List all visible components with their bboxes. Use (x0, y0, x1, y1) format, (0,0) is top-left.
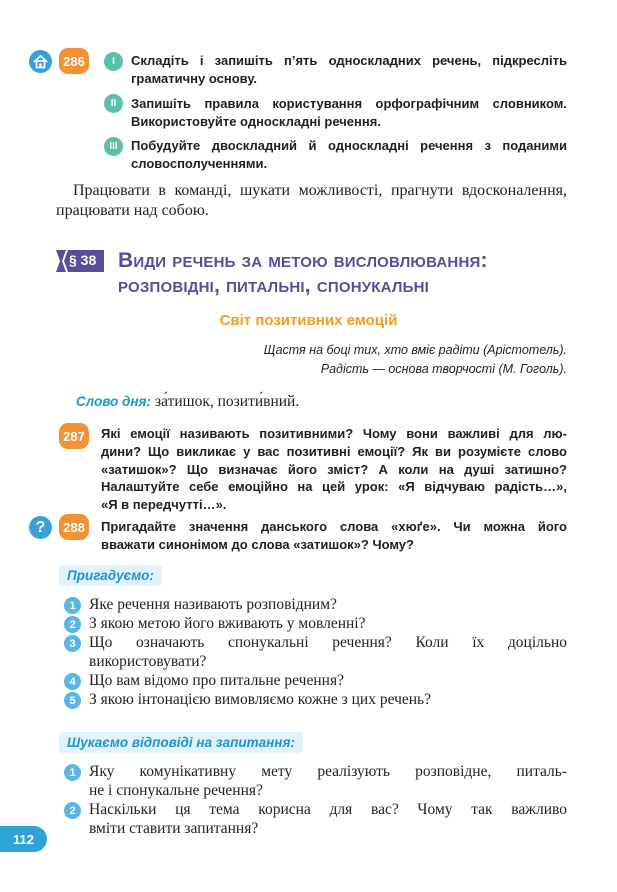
section-badge-text: § 38 (69, 252, 97, 268)
exercise-number-287: 287 (59, 423, 89, 449)
recall-question-4: Що вам відомо про питальне речення? (89, 672, 344, 689)
recall-question-5: З якою інтонацією вимовляємо кожне з цих речень? (89, 691, 431, 708)
exercise-287-line-3: «затишок»? Що визначає його зміст? А коли на душі затишно? (101, 462, 567, 477)
recall-number-4: 4 (64, 673, 81, 690)
answer-question-2-line-2: вміти ставити запитання? (89, 820, 259, 837)
epigraph-2: Радість — основа творчості (М. Гоголь). (320, 362, 567, 376)
phrases-text: Працювати в команді, шукати можливості, прагнути вдосконалення, працювати над собою. (56, 182, 567, 219)
task-text-3: Побудуйте двоскладний й односкладні речення з поданими словосполученнями. (131, 138, 567, 171)
answer-question-1-line-2: не і спонукальне речення? (89, 782, 263, 799)
exercise-287-line-4: Налаштуйте себе емоційно на цей урок: «Я відчуваю радість…», (101, 479, 567, 494)
recall-question-2: З якою метою його вживають у мовленні? (89, 615, 366, 632)
recall-number-5: 5 (64, 692, 81, 709)
recall-question-3-line-1: Що означають спонукальні речення? Коли їх доцільно (89, 634, 567, 651)
task-text-1: Складіть і запишіть п’ять односкладних речень, підкресліть граматичну основу. (131, 53, 567, 86)
recall-label: Пригадуємо: (59, 565, 162, 586)
page-number: 112 (0, 826, 47, 852)
house-icon (29, 50, 52, 73)
word-of-day (76, 393, 299, 411)
word-of-day-label: Слово дня: (76, 394, 151, 409)
task-roman-1: I (104, 52, 123, 71)
answer-number-2: 2 (64, 802, 81, 819)
answer-question-1-line-1: Яку комунікативну мету реалізують розповідне, питаль- (89, 763, 567, 780)
exercise-287-line-2: дини? Що викликає у вас позитивні емоції? Як ви розумієте слово (101, 444, 567, 459)
task-text-2: Запишіть правила користування орфографічним словником. Використовуйте односкладні речення. (131, 96, 567, 129)
word-of-day-words: за́тишок, позити́вний. (154, 393, 300, 410)
answer-question-2-line-1: Наскільки ця тема корисна для вас? Чому так важливо (89, 801, 567, 818)
exercise-288-line-2: вважати синонімом до слова «затишок»? Чому? (101, 537, 414, 552)
recall-question-1: Яке речення називають розповідним? (89, 596, 337, 613)
exercise-number-288: 288 (59, 514, 89, 540)
exercise-number-286: 286 (59, 48, 89, 74)
exercise-287-line-1: Які емоції називають позитивними? Чому вони важливі для лю- (101, 426, 567, 441)
theme-title: Світ позитивних емоцій (219, 312, 398, 329)
answer-number-1: 1 (64, 764, 81, 781)
task-roman-3: III (104, 137, 123, 156)
exercise-288-line-1: Пригадайте значення данського слова «хюґе». Чи можна його (101, 519, 567, 534)
question-icon: ? (29, 516, 52, 539)
recall-number-1: 1 (64, 597, 81, 614)
exercise-287-line-5: «Я в передчутті…». (101, 497, 227, 512)
recall-number-2: 2 (64, 616, 81, 633)
recall-question-3-line-2: використовувати? (89, 653, 207, 670)
section-badge (56, 250, 104, 272)
task-roman-2: II (104, 94, 123, 113)
recall-number-3: 3 (64, 635, 81, 652)
section-title-line-2: розповідні, питальні, спонукальні (118, 274, 429, 297)
section-title-line-1: Види речень за метою висловлювання: (118, 249, 488, 272)
epigraph-1: Щастя на боці тих, хто вміє радіти (Арістотель). (263, 343, 567, 357)
search-answers-label: Шукаємо відповіді на запитання: (59, 732, 303, 753)
home-task-icon (29, 50, 52, 73)
